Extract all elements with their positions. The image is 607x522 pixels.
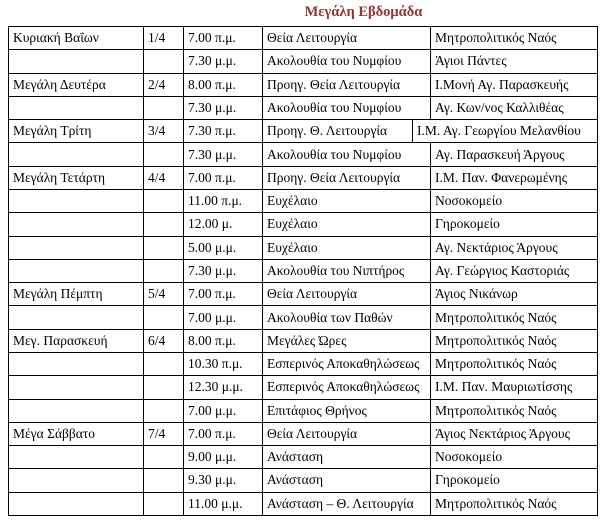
time-cell: 7.30 μ.μ.	[184, 143, 263, 166]
location-cell: Αγ. Γεώργιος Καστοριάς	[431, 259, 598, 282]
day-cell	[9, 352, 144, 375]
time-cell: 9.30 μ.μ.	[184, 469, 263, 492]
time-cell: 7.30 μ.μ.	[184, 96, 263, 119]
service-cell: Ανάσταση – Θ. Λειτουργία	[263, 492, 431, 515]
table-row	[9, 306, 598, 329]
service-cell: Ευχέλαιο	[263, 213, 431, 236]
service-cell: Ακολουθία του Νυμφίου	[263, 50, 431, 73]
location-cell: Αγ. Παρασκευή Άργους	[431, 143, 598, 166]
time-cell: 11.00 π.μ.	[184, 189, 263, 212]
location-cell: Γηροκομείο	[431, 213, 598, 236]
location-cell: Μητροπολιτικός Ναός	[431, 399, 598, 422]
table-row	[9, 446, 598, 469]
service-cell: Θεία Λειτουργία	[263, 283, 431, 306]
table-row	[9, 399, 598, 422]
date-cell: 4/4	[144, 166, 184, 189]
service-cell: Ακολουθία του Νυμφίου	[263, 96, 431, 119]
schedule-table-body	[9, 27, 598, 516]
service-cell: Θεία Λειτουργία	[263, 422, 431, 445]
service-cell: Ευχέλαιο	[263, 236, 431, 259]
table-row	[9, 469, 598, 492]
date-cell	[144, 446, 184, 469]
location-cell: Αγ. Κων/νος Καλλιθέας	[431, 96, 598, 119]
time-cell: 5.00 μ.μ.	[184, 236, 263, 259]
date-cell: 6/4	[144, 329, 184, 352]
service-cell: Ανάσταση	[263, 469, 431, 492]
service-cell: Θεία Λειτουργία	[263, 27, 431, 50]
day-cell	[9, 306, 144, 329]
table-row	[9, 189, 598, 212]
table-row	[9, 492, 598, 515]
service-cell: Ευχέλαιο	[263, 189, 431, 212]
location-cell: Μητροπολιτικός Ναός	[431, 27, 598, 50]
day-cell	[9, 469, 144, 492]
date-cell	[144, 50, 184, 73]
time-cell: 7.00 π.μ.	[184, 27, 263, 50]
location-cell: Ι.Μ. Παν. Μαυριωτίσσης	[431, 376, 598, 399]
location-cell: Αγ. Νεκτάριος Άργους	[431, 236, 598, 259]
service-cell: Εσπερινός Αποκαθηλώσεως	[263, 376, 431, 399]
date-cell	[144, 259, 184, 282]
day-cell: Μεγάλη Τετάρτη	[9, 166, 144, 189]
day-cell: Μεγάλη Δευτέρα	[9, 73, 144, 96]
date-cell: 7/4	[144, 422, 184, 445]
time-cell: 12.00 μ.	[184, 213, 263, 236]
time-cell: 7.00 μ.μ.	[184, 306, 263, 329]
table-row	[9, 329, 598, 352]
table-row	[9, 143, 598, 166]
table-row	[9, 422, 598, 445]
date-cell	[144, 376, 184, 399]
table-row	[9, 120, 598, 143]
service-cell: Ανάσταση	[263, 446, 431, 469]
day-cell: Μεγάλη Πέμπτη	[9, 283, 144, 306]
date-cell	[144, 143, 184, 166]
date-cell	[144, 352, 184, 375]
table-row	[9, 166, 598, 189]
date-cell: 1/4	[144, 27, 184, 50]
location-cell: Ι.Μονή Αγ. Παρασκευής	[431, 73, 598, 96]
day-cell	[9, 50, 144, 73]
date-cell: 3/4	[144, 120, 184, 143]
day-cell	[9, 259, 144, 282]
time-cell: 7.00 π.μ.	[184, 283, 263, 306]
service-cell: Ακολουθία του Νυμφίου	[263, 143, 431, 166]
table-row	[9, 27, 598, 50]
location-cell: Άγιος Νεκτάριος Άργους	[431, 422, 598, 445]
service-cell: Επιτάφιος Θρήνος	[263, 399, 431, 422]
time-cell: 10.30 π.μ.	[184, 352, 263, 375]
time-cell: 7.30 π.μ.	[184, 120, 263, 143]
service-cell: Προηγ. Θ. Λειτουργία	[263, 120, 413, 143]
date-cell	[144, 213, 184, 236]
table-row	[9, 236, 598, 259]
table-row	[9, 259, 598, 282]
page-title: Μεγάλη Εβδομάδα	[304, 4, 423, 20]
time-cell: 7.00 π.μ.	[184, 166, 263, 189]
location-cell: Άγιος Νικάνωρ	[431, 283, 598, 306]
time-cell: 11.00 μ.μ.	[184, 492, 263, 515]
schedule-table	[8, 26, 598, 516]
title-row	[0, 0, 607, 26]
location-cell: Νοσοκομείο	[431, 446, 598, 469]
day-cell: Μεγ. Παρασκευή	[9, 329, 144, 352]
date-cell	[144, 399, 184, 422]
table-row	[9, 283, 598, 306]
day-cell	[9, 236, 144, 259]
location-cell: Μητροπολιτικός Ναός	[431, 329, 598, 352]
day-cell	[9, 96, 144, 119]
date-cell	[144, 469, 184, 492]
service-cell: Προηγ. Θεία Λειτουργία	[263, 166, 431, 189]
date-cell: 5/4	[144, 283, 184, 306]
table-row	[9, 376, 598, 399]
day-cell	[9, 399, 144, 422]
date-cell	[144, 236, 184, 259]
time-cell: 7.30 μ.μ.	[184, 259, 263, 282]
time-cell: 8.00 π.μ.	[184, 73, 263, 96]
table-row	[9, 96, 598, 119]
location-cell: Γηροκομείο	[431, 469, 598, 492]
time-cell: 9.00 μ.μ.	[184, 446, 263, 469]
day-cell: Κυριακή Βαΐων	[9, 27, 144, 50]
time-cell: 7.00 μ.μ.	[184, 399, 263, 422]
service-cell: Μεγάλες Ώρες	[263, 329, 431, 352]
table-row	[9, 50, 598, 73]
service-cell: Ακολουθία των Παθών	[263, 306, 431, 329]
location-cell: Μητροπολιτικός Ναός	[431, 306, 598, 329]
location-cell: Μητροπολιτικός Ναός	[431, 352, 598, 375]
table-row	[9, 73, 598, 96]
day-cell	[9, 376, 144, 399]
day-cell: Μέγα Σάββατο	[9, 422, 144, 445]
service-cell: Προηγ. Θεία Λειτουργία	[263, 73, 431, 96]
date-cell	[144, 96, 184, 119]
location-cell: Μητροπολιτικός Ναός	[431, 492, 598, 515]
day-cell	[9, 143, 144, 166]
location-cell: Άγιοι Πάντες	[431, 50, 598, 73]
service-cell: Ακολουθία του Νιπτήρος	[263, 259, 431, 282]
day-cell	[9, 213, 144, 236]
date-cell	[144, 306, 184, 329]
day-cell	[9, 446, 144, 469]
time-cell: 12.30 μ.μ.	[184, 376, 263, 399]
location-cell: Νοσοκομείο	[431, 189, 598, 212]
date-cell	[144, 189, 184, 212]
day-cell	[9, 189, 144, 212]
day-cell: Μεγάλη Τρίτη	[9, 120, 144, 143]
table-row	[9, 352, 598, 375]
time-cell: 7.30 μ.μ.	[184, 50, 263, 73]
time-cell: 8.00 π.μ.	[184, 329, 263, 352]
time-cell: 7.00 π.μ.	[184, 422, 263, 445]
day-cell	[9, 492, 144, 515]
date-cell	[144, 492, 184, 515]
table-row	[9, 213, 598, 236]
location-cell: Ι.Μ. Παν. Φανερωμένης	[431, 166, 598, 189]
date-cell: 2/4	[144, 73, 184, 96]
location-cell: Ι.Μ. Αγ. Γεωργίου Μελανθίου	[413, 120, 598, 143]
service-cell: Εσπερινός Αποκαθηλώσεως	[263, 352, 431, 375]
